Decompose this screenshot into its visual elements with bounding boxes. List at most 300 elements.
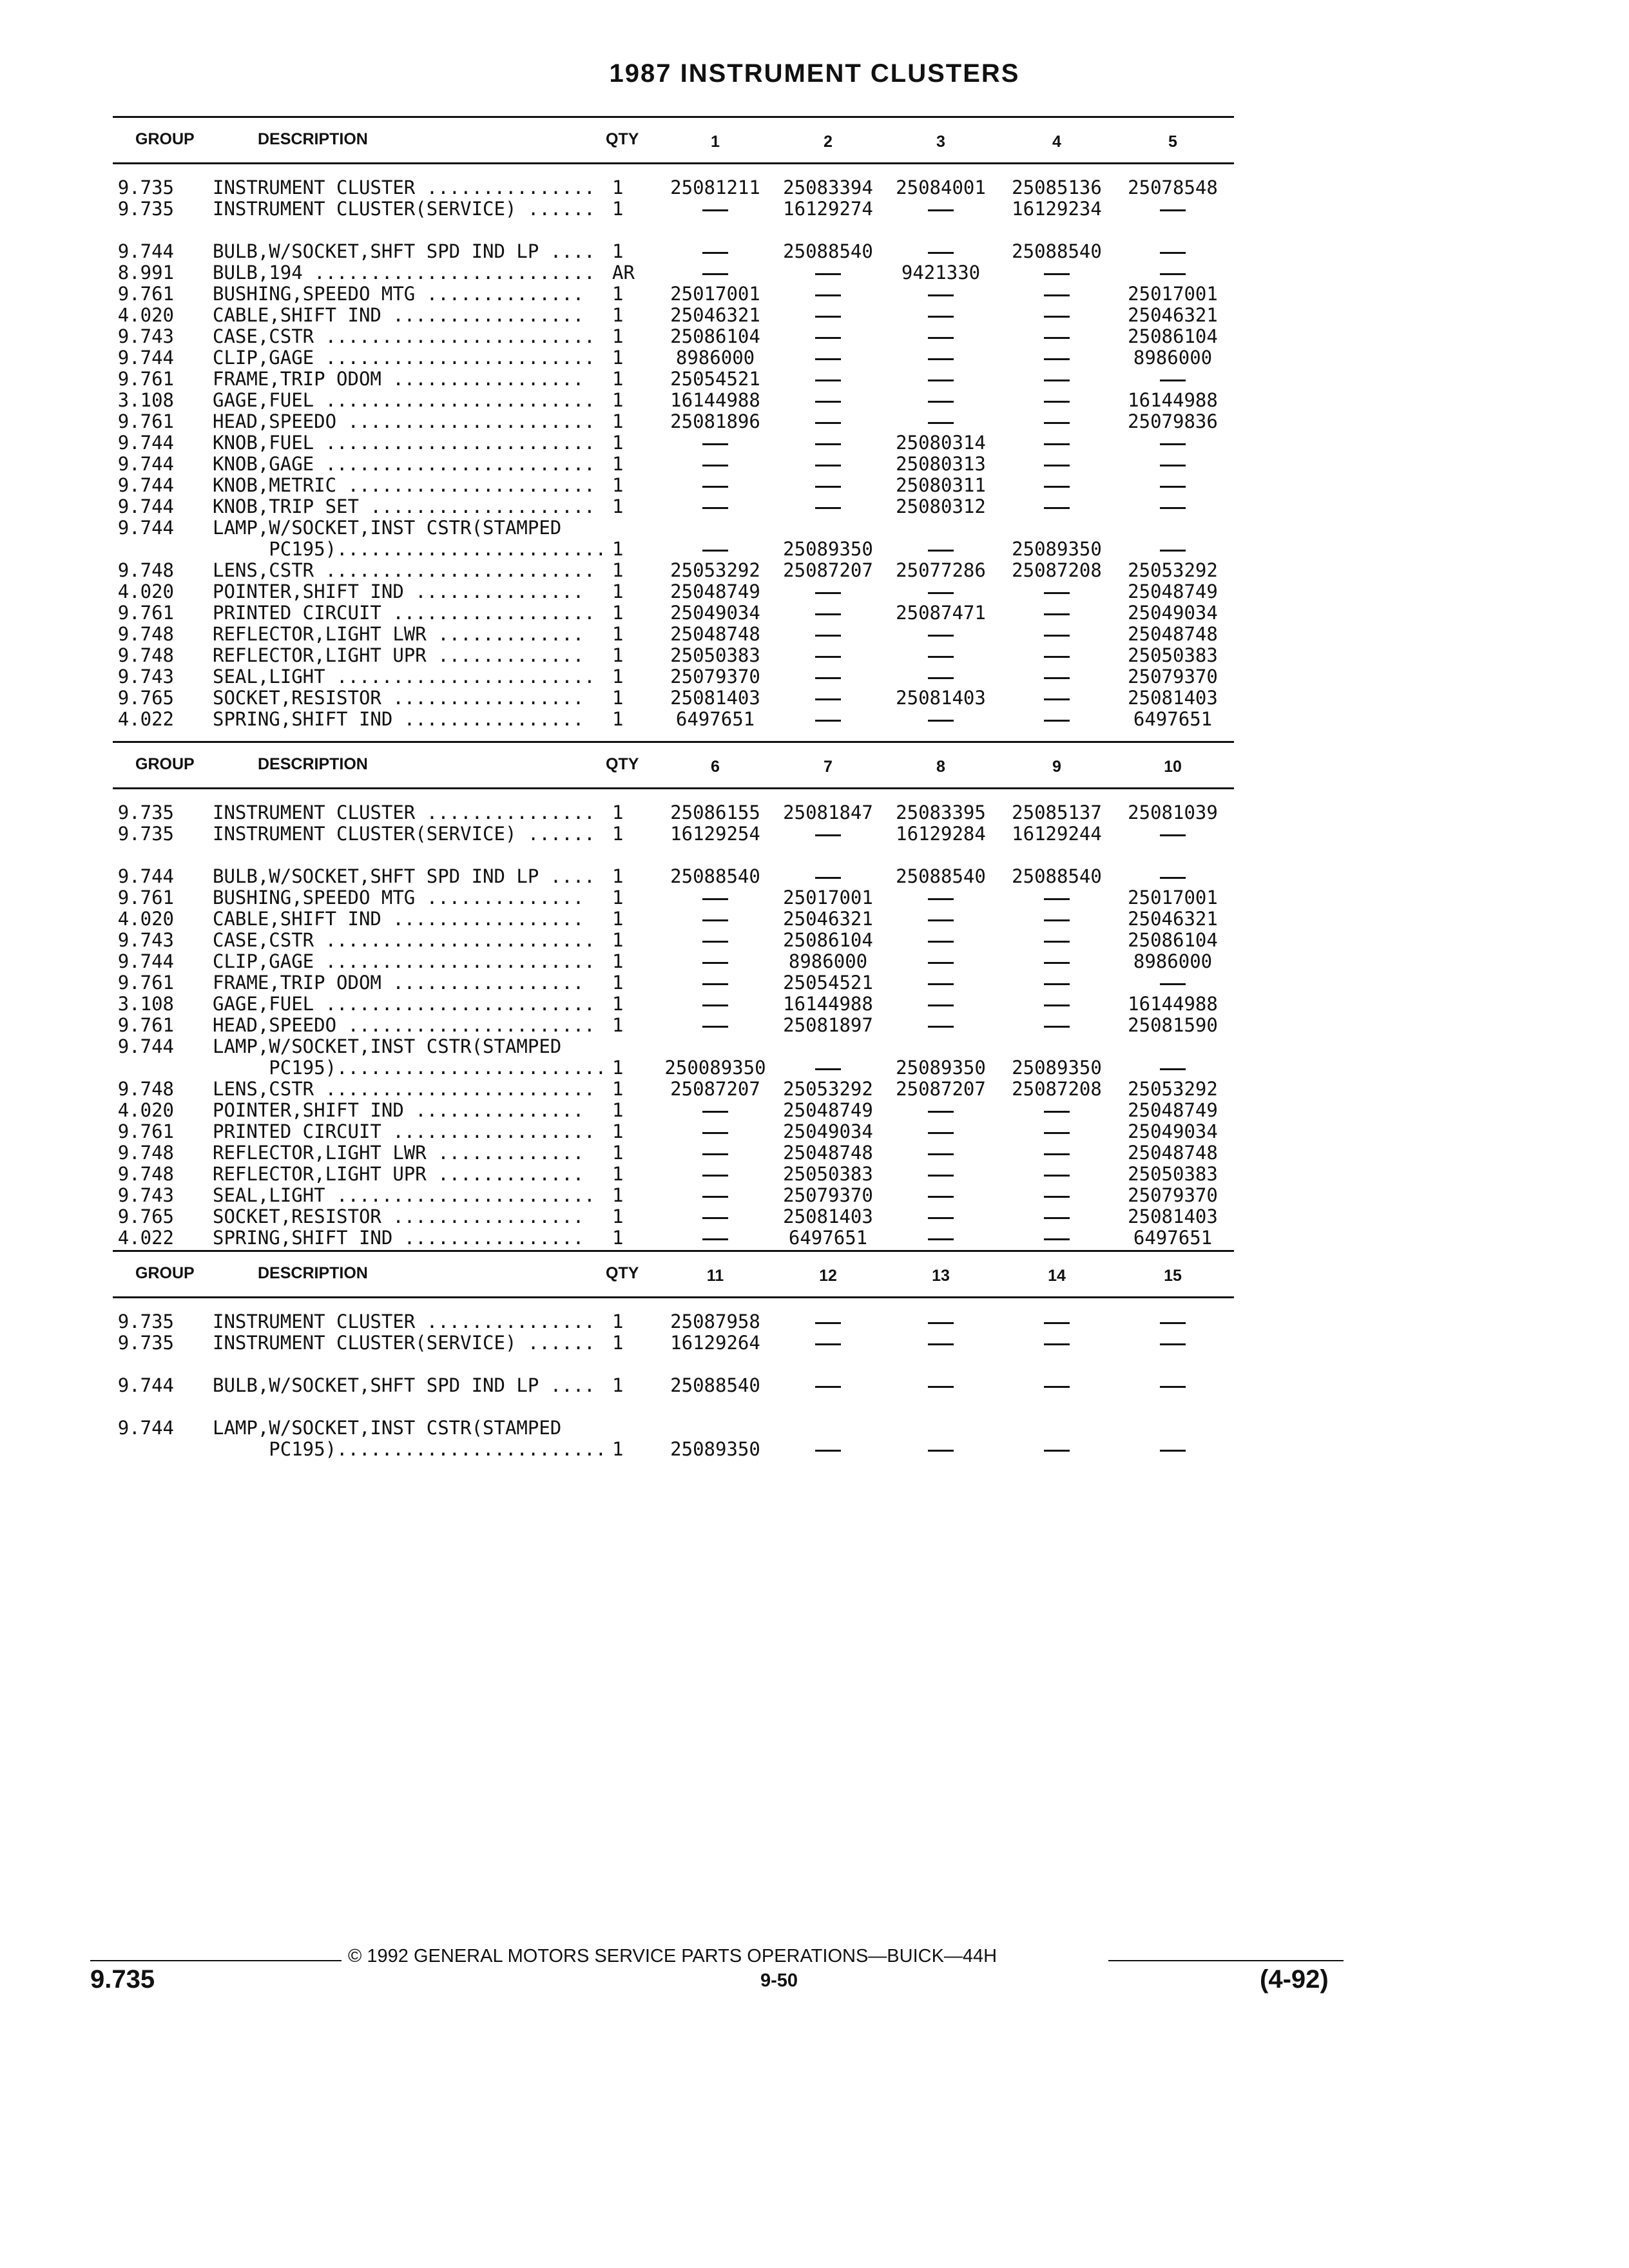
row-value: 25079370 [670, 666, 760, 687]
row-value: 25088540 [783, 240, 873, 262]
row-value-dash [999, 1375, 1115, 1396]
header-description: DESCRIPTION [258, 130, 368, 148]
row-value-dash [770, 390, 886, 411]
row-value-dash [770, 602, 886, 624]
header-column-1: 1 [711, 133, 720, 151]
dash-mark [1044, 507, 1070, 509]
dash-mark [815, 337, 841, 339]
row-value: 25084001 [896, 177, 986, 198]
row-value-dash [883, 624, 999, 645]
row-value-dash [999, 1164, 1115, 1185]
dash-mark [702, 1196, 728, 1198]
row-value-dash [1115, 972, 1231, 994]
header-group: GROUP [135, 755, 195, 773]
row-qty: 1 [612, 950, 624, 972]
row-qty: 1 [612, 368, 624, 390]
dash-mark [928, 209, 954, 211]
dash-mark [1044, 443, 1070, 445]
dash-mark [928, 1111, 954, 1113]
dash-mark [1160, 1343, 1186, 1345]
row-value-dash [1115, 262, 1231, 284]
row-group: 9.761 [117, 1120, 174, 1142]
dash-mark [1044, 898, 1070, 900]
row-group: 9.735 [117, 1332, 174, 1354]
row-value-dash [883, 972, 999, 994]
row-group: 9.744 [117, 432, 174, 454]
row-value: 25086155 [670, 802, 760, 823]
row-value: 25081403 [1128, 1206, 1218, 1227]
row-group: 9.748 [117, 644, 174, 666]
row-qty: 1 [612, 908, 624, 930]
dash-mark [1044, 919, 1070, 921]
row-value-dash [883, 666, 999, 687]
row-value-dash [883, 1015, 999, 1036]
dash-mark [702, 919, 728, 921]
dash-mark [815, 465, 841, 466]
row-value: 25089350 [1012, 1057, 1102, 1079]
row-description: INSTRUMENT CLUSTER(SERVICE) ...... [213, 1332, 595, 1354]
dash-mark [1044, 592, 1070, 594]
row-value-dash [770, 326, 886, 347]
dash-mark [928, 1322, 954, 1324]
dash-mark [928, 1026, 954, 1028]
dash-mark [1044, 962, 1070, 964]
header-qty: QTY [606, 755, 639, 773]
dash-mark [1160, 380, 1186, 381]
row-value-dash [770, 666, 886, 687]
row-group: 9.748 [117, 1078, 174, 1100]
row-description: GAGE,FUEL ........................ [213, 993, 595, 1015]
dash-mark [1044, 465, 1070, 466]
dash-mark [928, 1343, 954, 1345]
row-value: 25086104 [783, 929, 873, 951]
row-value-dash [999, 305, 1115, 326]
dash-mark [1044, 380, 1070, 381]
header-column-11: 11 [706, 1267, 724, 1285]
row-value: 25017001 [1128, 283, 1218, 305]
row-value: 16129284 [896, 823, 986, 845]
row-description: PC195)........................ [213, 1438, 607, 1460]
dash-mark [928, 983, 954, 985]
row-description: INSTRUMENT CLUSTER(SERVICE) ...... [213, 823, 595, 845]
row-value-dash [999, 602, 1115, 624]
row-group: 9.744 [117, 453, 174, 475]
row-value: 25081847 [783, 802, 873, 823]
dash-mark [1160, 1068, 1186, 1070]
row-value-dash [883, 951, 999, 972]
row-value-dash [657, 1164, 773, 1185]
dash-mark [928, 358, 954, 360]
row-qty: 1 [612, 823, 624, 845]
row-value-dash [999, 1142, 1115, 1164]
row-value: 25048748 [783, 1142, 873, 1164]
dash-mark [815, 358, 841, 360]
row-value: 6497651 [1133, 708, 1213, 730]
dash-mark [815, 877, 841, 879]
dash-mark [702, 443, 728, 445]
row-value-dash [883, 369, 999, 390]
row-value: 25081896 [670, 410, 760, 432]
row-description: CABLE,SHIFT IND ................. [213, 304, 584, 326]
header-qty: QTY [606, 1264, 639, 1282]
row-value-dash [999, 709, 1115, 730]
row-value-dash [999, 687, 1115, 709]
row-value-dash [883, 1311, 999, 1332]
row-value-dash [1115, 1311, 1231, 1332]
row-value-dash [1115, 823, 1231, 845]
row-value-dash [999, 1121, 1115, 1142]
dash-mark [1044, 613, 1070, 615]
row-value-dash [883, 709, 999, 730]
dash-mark [1160, 465, 1186, 466]
row-value-dash [770, 305, 886, 326]
row-group: 4.020 [117, 1099, 174, 1121]
row-description: CASE,CSTR ........................ [213, 929, 595, 951]
dash-mark [928, 316, 954, 318]
dash-mark [928, 635, 954, 637]
row-description: SEAL,LIGHT ....................... [213, 1184, 595, 1206]
row-value: 25079370 [1128, 1184, 1218, 1206]
row-value: 25089350 [783, 538, 873, 560]
row-description: PRINTED CIRCUIT .................. [213, 602, 595, 624]
dash-mark [928, 422, 954, 424]
row-value-dash [883, 326, 999, 347]
dash-mark [1044, 1153, 1070, 1155]
row-group: 4.020 [117, 304, 174, 326]
row-value-dash [883, 1121, 999, 1142]
row-qty: 1 [612, 708, 624, 730]
dash-mark [702, 507, 728, 509]
row-group: 9.761 [117, 602, 174, 624]
row-qty: 1 [612, 559, 624, 581]
row-value-dash [657, 908, 773, 930]
section-header-rule [113, 162, 1234, 164]
row-value-dash [1115, 241, 1231, 262]
row-description: HEAD,SPEEDO ...................... [213, 1014, 595, 1036]
row-value-dash [999, 496, 1115, 517]
row-qty: 1 [612, 1163, 624, 1185]
row-qty: 1 [612, 1120, 624, 1142]
row-qty: 1 [612, 453, 624, 475]
dash-mark [1044, 1386, 1070, 1388]
row-value: 25048749 [1128, 1099, 1218, 1121]
row-value-dash [1115, 1057, 1231, 1079]
row-description: INSTRUMENT CLUSTER ............... [213, 802, 595, 823]
row-qty: 1 [612, 304, 624, 326]
row-group: 9.744 [117, 1417, 174, 1439]
row-value-dash [999, 432, 1115, 454]
row-value-dash [883, 1332, 999, 1354]
section-header-rule [113, 1296, 1234, 1298]
row-value: 16144988 [670, 389, 760, 411]
dash-mark [928, 919, 954, 921]
row-group: 3.108 [117, 389, 174, 411]
row-value-dash [999, 666, 1115, 687]
dash-mark [702, 898, 728, 900]
dash-mark [1044, 422, 1070, 424]
row-value-dash [770, 496, 886, 517]
row-value: 25053292 [1128, 1078, 1218, 1100]
row-value-dash [1115, 496, 1231, 517]
row-value-dash [883, 908, 999, 930]
dash-mark [1044, 720, 1070, 722]
row-value-dash [657, 951, 773, 972]
row-value-dash [657, 539, 773, 560]
dash-mark [928, 1132, 954, 1134]
row-description: BULB,W/SOCKET,SHFT SPD IND LP .... [213, 1374, 595, 1396]
row-value-dash [883, 1185, 999, 1206]
dash-mark [928, 1153, 954, 1155]
row-description: REFLECTOR,LIGHT UPR ............. [213, 1163, 584, 1185]
row-value: 25048749 [1128, 581, 1218, 602]
dash-mark [1044, 401, 1070, 403]
row-value: 25078548 [1128, 177, 1218, 198]
dash-mark [928, 656, 954, 658]
row-value: 25087208 [1012, 559, 1102, 581]
row-qty: 1 [612, 1078, 624, 1100]
row-value: 25087958 [670, 1311, 760, 1332]
row-value: 25081211 [670, 177, 760, 198]
row-value-dash [999, 972, 1115, 994]
row-value-dash [770, 709, 886, 730]
dash-mark [815, 635, 841, 637]
row-value-dash [770, 1332, 886, 1354]
row-group: 9.743 [117, 666, 174, 687]
header-column-15: 15 [1164, 1267, 1182, 1285]
row-value-dash [657, 475, 773, 496]
row-value-dash [770, 475, 886, 496]
dash-mark [1044, 1450, 1070, 1452]
dash-mark [815, 720, 841, 722]
dash-mark [928, 592, 954, 594]
row-qty: 1 [612, 581, 624, 602]
dash-mark [928, 1238, 954, 1240]
row-description: SPRING,SHIFT IND ................ [213, 1227, 584, 1249]
row-value: 25088540 [670, 865, 760, 887]
row-group: 4.020 [117, 908, 174, 930]
dash-mark [815, 834, 841, 836]
row-value: 25049034 [783, 1120, 873, 1142]
row-value-dash [999, 1206, 1115, 1227]
section-header-rule [113, 787, 1234, 789]
row-group: 9.761 [117, 368, 174, 390]
row-value: 25085136 [1012, 177, 1102, 198]
row-qty: 1 [612, 389, 624, 411]
row-qty: 1 [612, 198, 624, 220]
dash-mark [1044, 1217, 1070, 1219]
row-group: 9.735 [117, 802, 174, 823]
row-description: KNOB,TRIP SET .................... [213, 495, 595, 517]
dash-mark [702, 1132, 728, 1134]
row-value-dash [657, 432, 773, 454]
row-group: 3.108 [117, 993, 174, 1015]
row-value: 25086104 [1128, 929, 1218, 951]
dash-mark [1044, 1343, 1070, 1345]
row-qty: 1 [612, 1206, 624, 1227]
row-value: 25017001 [1128, 887, 1218, 908]
row-value-dash [657, 1227, 773, 1249]
footer-rule-left [90, 1960, 342, 1961]
row-qty: 1 [612, 802, 624, 823]
row-value: 8986000 [788, 950, 868, 972]
row-group: 9.743 [117, 929, 174, 951]
row-qty: 1 [612, 283, 624, 305]
dash-mark [1044, 677, 1070, 679]
copyright-notice: © 1992 GENERAL MOTORS SERVICE PARTS OPERATIONS—BUICK—44H [348, 1946, 998, 1966]
row-value: 25048748 [1128, 623, 1218, 645]
row-group: 9.761 [117, 887, 174, 908]
row-value: 25048749 [670, 581, 760, 602]
header-group: GROUP [135, 1264, 195, 1282]
header-column-8: 8 [936, 758, 945, 776]
row-qty: 1 [612, 538, 624, 560]
page-title: 1987 INSTRUMENT CLUSTERS [609, 59, 1020, 88]
section-top-rule [113, 741, 1234, 743]
row-value: 25050383 [1128, 1163, 1218, 1185]
row-value-dash [657, 994, 773, 1015]
row-value-dash [770, 284, 886, 305]
dash-mark [928, 1196, 954, 1198]
row-description: BULB,W/SOCKET,SHFT SPD IND LP .... [213, 240, 595, 262]
row-value: 16129244 [1012, 823, 1102, 845]
row-value: 25080313 [896, 453, 986, 475]
row-value: 25086104 [1128, 325, 1218, 347]
row-value: 25088540 [1012, 240, 1102, 262]
row-group: 9.744 [117, 347, 174, 369]
row-value: 25087208 [1012, 1078, 1102, 1100]
row-value-dash [1115, 475, 1231, 496]
row-value-dash [883, 994, 999, 1015]
dash-mark [1160, 1386, 1186, 1388]
row-description: BUSHING,SPEEDO MTG .............. [213, 283, 584, 305]
row-group: 9.743 [117, 325, 174, 347]
dash-mark [815, 380, 841, 381]
row-value: 25017001 [670, 283, 760, 305]
dash-mark [815, 443, 841, 445]
row-value-dash [1115, 369, 1231, 390]
row-value: 25088540 [670, 1374, 760, 1396]
row-qty: 1 [612, 1014, 624, 1036]
row-value: 25080311 [896, 474, 986, 496]
row-value-dash [999, 645, 1115, 666]
row-value: 25085137 [1012, 802, 1102, 823]
row-description: PC195)........................ [213, 538, 607, 560]
header-column-10: 10 [1164, 758, 1182, 776]
row-value-dash [999, 930, 1115, 951]
dash-mark [928, 1217, 954, 1219]
row-qty: 1 [612, 1332, 624, 1354]
dash-mark [702, 1238, 728, 1240]
dash-mark [815, 486, 841, 488]
row-value-dash [770, 866, 886, 887]
dash-mark [702, 1217, 728, 1219]
dash-mark [1044, 294, 1070, 296]
row-group: 9.743 [117, 1184, 174, 1206]
row-description: LENS,CSTR ........................ [213, 1078, 595, 1100]
dash-mark [815, 1450, 841, 1452]
row-group: 4.022 [117, 708, 174, 730]
row-value: 25049034 [1128, 1120, 1218, 1142]
dash-mark [1044, 1175, 1070, 1177]
row-description: INSTRUMENT CLUSTER ............... [213, 1311, 595, 1332]
row-value: 25053292 [783, 1078, 873, 1100]
row-value: 25087471 [896, 602, 986, 624]
row-qty: 1 [612, 1142, 624, 1164]
dash-mark [815, 1343, 841, 1345]
row-description: LAMP,W/SOCKET,INST CSTR(STAMPED [213, 1035, 562, 1057]
row-description: CABLE,SHIFT IND ................. [213, 908, 584, 930]
row-value-dash [999, 347, 1115, 369]
row-group: 9.761 [117, 283, 174, 305]
row-value-dash [657, 930, 773, 951]
row-qty: 1 [612, 865, 624, 887]
header-column-13: 13 [932, 1267, 950, 1285]
row-value-dash [1115, 432, 1231, 454]
page-ref: 9.735 [90, 1965, 155, 1994]
row-value-dash [999, 1332, 1115, 1354]
row-qty: AR [612, 262, 635, 284]
row-value-dash [770, 823, 886, 845]
row-value: 25077286 [896, 559, 986, 581]
dash-mark [928, 550, 954, 552]
dash-mark [1160, 507, 1186, 509]
row-value-dash [770, 432, 886, 454]
row-description: SOCKET,RESISTOR ................. [213, 1206, 584, 1227]
dash-mark [928, 1386, 954, 1388]
row-value-dash [1115, 1375, 1231, 1396]
row-group: 9.744 [117, 865, 174, 887]
row-group: 9.748 [117, 1163, 174, 1185]
row-value-dash [883, 390, 999, 411]
row-description: LAMP,W/SOCKET,INST CSTR(STAMPED [213, 1417, 562, 1439]
row-value: 25048749 [783, 1099, 873, 1121]
row-value: 16129274 [783, 198, 873, 220]
row-description: PC195)........................ [213, 1057, 607, 1079]
row-description: POINTER,SHIFT IND ............... [213, 581, 584, 602]
row-value: 25089350 [1012, 538, 1102, 560]
row-value-dash [999, 1227, 1115, 1249]
row-value: 16144988 [1128, 993, 1218, 1015]
row-value-dash [999, 326, 1115, 347]
dash-mark [1160, 486, 1186, 488]
row-value: 16144988 [1128, 389, 1218, 411]
row-value-dash [770, 624, 886, 645]
row-qty: 1 [612, 347, 624, 369]
dash-mark [1044, 337, 1070, 339]
dash-mark [928, 252, 954, 254]
row-value-dash [657, 241, 773, 262]
row-value: 16129264 [670, 1332, 760, 1354]
dash-mark [1044, 1132, 1070, 1134]
row-value-dash [999, 1311, 1115, 1332]
row-description: KNOB,GAGE ........................ [213, 453, 595, 475]
dash-mark [1044, 1238, 1070, 1240]
row-description: LAMP,W/SOCKET,INST CSTR(STAMPED [213, 517, 562, 539]
dash-mark [815, 422, 841, 424]
row-value-dash [883, 198, 999, 220]
row-description: INSTRUMENT CLUSTER ............... [213, 177, 595, 198]
row-value-dash [1115, 198, 1231, 220]
row-description: PRINTED CIRCUIT .................. [213, 1120, 595, 1142]
row-description: CLIP,GAGE ........................ [213, 950, 595, 972]
dash-mark [1160, 550, 1186, 552]
row-value-dash [1115, 1332, 1231, 1354]
dash-mark [928, 337, 954, 339]
dash-mark [1160, 273, 1186, 275]
dash-mark [1160, 209, 1186, 211]
row-value-dash [883, 645, 999, 666]
row-description: INSTRUMENT CLUSTER(SERVICE) ...... [213, 198, 595, 220]
